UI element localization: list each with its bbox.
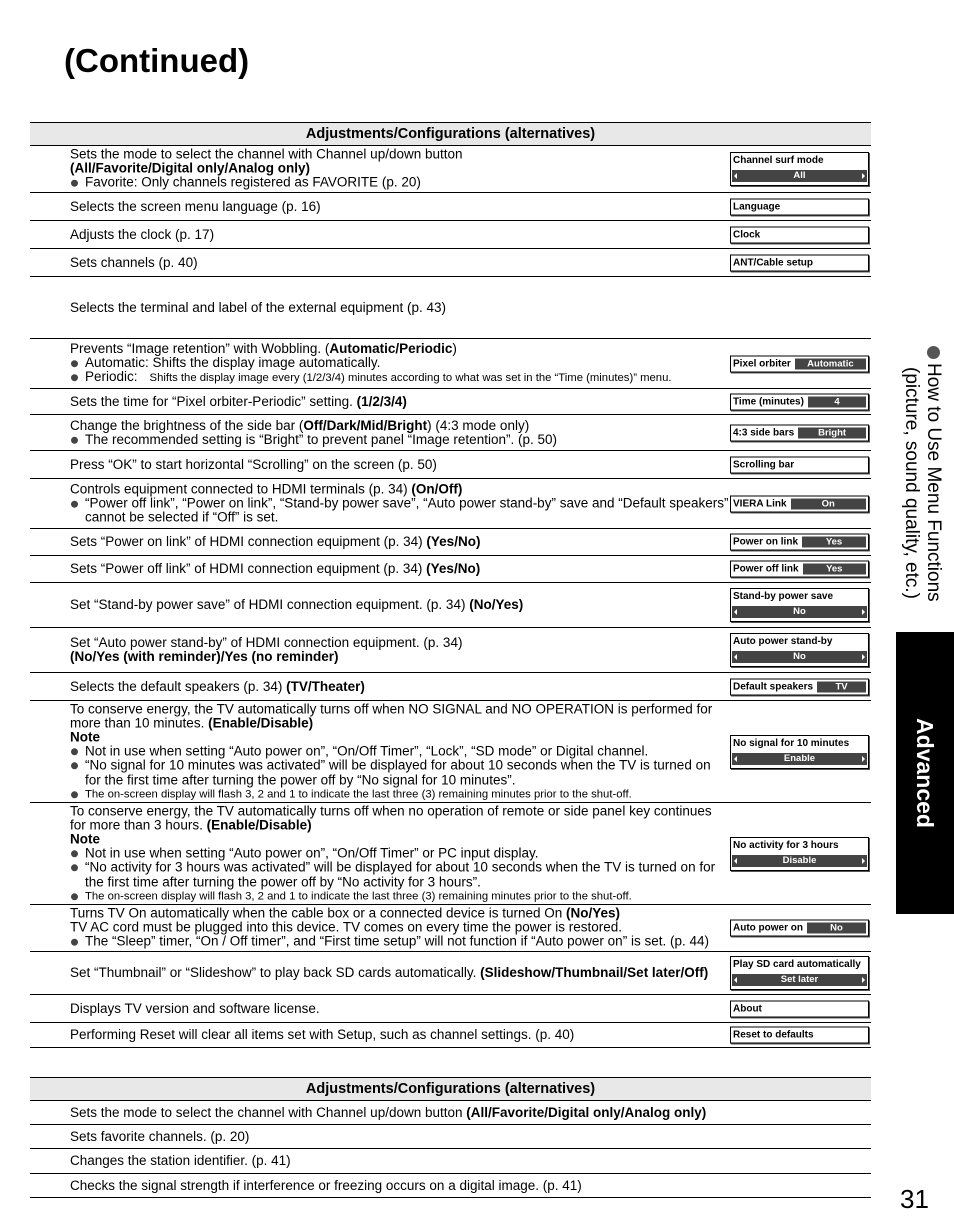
description-line — [70, 227, 730, 241]
line-text: Periodic: — [85, 369, 138, 385]
option-values: (Enable/Disable) — [206, 816, 312, 832]
row-description — [70, 702, 730, 801]
line-text: To conserve energy, the TV automatically turns off when NO SIGNAL and NO OPERATION is performed for more than 10 minutes. — [70, 700, 713, 730]
section-tab-advanced — [896, 632, 954, 914]
row-description — [70, 598, 730, 612]
row-description — [70, 199, 730, 213]
settings-table-2 — [30, 1077, 871, 1198]
description-line — [70, 679, 730, 693]
menu-osd-box — [730, 534, 869, 551]
description-line — [70, 418, 730, 432]
osd-label: Reset to defaults — [733, 1029, 814, 1041]
table-row — [30, 995, 871, 1023]
osd-value: Yes — [802, 537, 866, 548]
bullet-item — [70, 744, 730, 758]
row-description — [70, 679, 730, 693]
note-label — [70, 730, 730, 744]
row-description — [70, 457, 730, 471]
osd-value: Bright — [798, 427, 866, 438]
row-description — [70, 1028, 730, 1042]
line-text: Checks the signal strength if interference or freezing occurs on a digital image. (p. 41) — [70, 1177, 582, 1193]
description-line — [70, 1154, 730, 1168]
osd-value: 4 — [808, 396, 866, 407]
bullet-item — [70, 176, 730, 190]
osd-value: No — [732, 651, 867, 663]
description-line — [70, 650, 730, 664]
menu-osd-box — [730, 393, 869, 410]
table-row — [30, 1023, 871, 1048]
table-row — [30, 583, 871, 628]
row-description — [70, 804, 730, 903]
description-line — [70, 562, 730, 576]
description-line — [70, 966, 730, 980]
line-text: Favorite: Only channels registered as FAVORITE (p. 20) — [85, 175, 421, 191]
row-description — [70, 227, 730, 241]
line-text: Automatic: Shifts the display image automatically. — [85, 354, 381, 370]
osd-value: TV — [817, 681, 866, 692]
osd-value: Automatic — [795, 358, 866, 369]
line-text: Sets “Power on link” of HDMI connection equipment (p. 34) — [70, 533, 427, 549]
osd-label: Power on link — [733, 536, 799, 548]
bullet-item — [70, 370, 730, 385]
osd-label: Pixel orbiter — [733, 358, 791, 369]
bullet-item — [70, 846, 730, 860]
line-text: Set “Thumbnail” or “Slideshow” to play back SD cards automatically. — [70, 964, 481, 980]
osd-label: VIERA Link — [733, 498, 787, 509]
row-description — [70, 1178, 730, 1192]
row-description — [70, 1129, 730, 1143]
page-number: 31 — [900, 1184, 929, 1214]
table-row — [30, 339, 871, 389]
option-values: (Slideshow/Thumbnail/Set later/Off) — [480, 964, 709, 980]
line-text: The recommended setting is “Bright” to prevent panel “Image retention”. (p. 50) — [85, 431, 557, 447]
line-text: TV AC cord must be plugged into this device. TV comes on every time the power is restored. — [70, 919, 623, 935]
settings-table-1 — [30, 122, 871, 1048]
menu-osd-box — [730, 495, 869, 512]
option-values: (Yes/No) — [426, 533, 481, 549]
description-line — [70, 394, 730, 408]
line-text: Selects the screen menu language (p. 16) — [70, 198, 321, 214]
line-text: The on-screen display will flash 3, 2 and 1 to indicate the last three (3) remaining minutes prior to the shut-off. — [85, 890, 632, 903]
option-values: (On/Off) — [411, 481, 463, 497]
line-detail: Shifts the display image every (1/2/3/4) minutes according to what was set in the “Time (minutes)” menu. — [149, 372, 672, 385]
description-line — [70, 1129, 730, 1143]
line-text: Not in use when setting “Auto power on”, “On/Off Timer”, “Lock”, “SD mode” or Digital channel. — [85, 743, 649, 759]
line-text: Change the brightness of the side bar ( — [70, 417, 304, 433]
line-text: “No signal for 10 minutes was activated” will be displayed for about 10 seconds when the TV is turned on for the first time after turning the power off by “No signal for 10 minutes”. — [85, 757, 711, 787]
line-text: Changes the station identifier. (p. 41) — [70, 1152, 291, 1168]
bullet-item — [70, 787, 730, 801]
side-heading-line1: How to Use Menu Functions — [923, 363, 944, 602]
line-text: Note — [70, 831, 100, 847]
description-line — [70, 1178, 730, 1192]
menu-osd-box — [730, 837, 869, 871]
row-description — [70, 535, 730, 549]
line-text: Set “Stand-by power save” of HDMI connection equipment. (p. 34) — [70, 596, 470, 612]
row-description — [70, 148, 730, 191]
line-text: Sets “Power off link” of HDMI connection equipment (p. 34) — [70, 560, 427, 576]
table-row — [30, 529, 871, 556]
line-text: (No/Yes (with reminder)/Yes (no reminder) — [70, 649, 339, 664]
table-header: Adjustments/Configurations (alternatives) — [30, 122, 871, 146]
menu-osd-box — [730, 1000, 869, 1017]
table-row — [30, 905, 871, 952]
menu-osd-box — [730, 920, 869, 937]
menu-osd-box — [730, 588, 869, 622]
description-line — [70, 199, 730, 213]
table-header: Adjustments/Configurations (alternatives) — [30, 1077, 871, 1101]
bullet-icon — [927, 346, 940, 359]
table-row — [30, 1174, 871, 1198]
osd-value: Disable — [732, 855, 867, 867]
description-line — [70, 907, 730, 921]
side-heading — [888, 346, 948, 628]
option-values: (Enable/Disable) — [208, 714, 314, 730]
table-row — [30, 673, 871, 701]
menu-osd-box — [730, 678, 869, 695]
osd-label: Time (minutes) — [733, 396, 804, 407]
row-description — [70, 562, 730, 576]
table-row — [30, 952, 871, 995]
line-text-after: ) — [452, 340, 457, 356]
bullet-item — [70, 935, 730, 949]
line-text: Controls equipment connected to HDMI terminals (p. 34) — [70, 481, 412, 497]
menu-osd-box — [730, 561, 869, 578]
table-row — [30, 249, 871, 277]
description-line — [70, 804, 730, 832]
option-values: (All/Favorite/Digital only/Analog only) — [466, 1104, 707, 1120]
osd-label: About — [733, 1003, 762, 1014]
bullet-item — [70, 356, 730, 370]
menu-osd-box — [730, 633, 869, 667]
line-text: Sets favorite channels. (p. 20) — [70, 1128, 250, 1144]
line-text: Not in use when setting “Auto power on”, “On/Off Timer” or PC input display. — [85, 845, 539, 861]
line-text: Set “Auto power stand-by” of HDMI connection equipment. (p. 34) — [70, 634, 463, 650]
table-row — [30, 221, 871, 249]
description-line — [70, 1028, 730, 1042]
table-row — [30, 389, 871, 415]
menu-osd-box — [730, 254, 869, 271]
line-text: To conserve energy, the TV automatically turns off when no operation of remote or side panel key continues for more than 3 hours. — [70, 802, 712, 832]
bullet-item — [70, 496, 730, 524]
bullet-item — [70, 861, 730, 889]
menu-osd-box — [730, 424, 869, 441]
table-row — [30, 1101, 871, 1125]
description-line — [70, 1105, 730, 1119]
table-row — [30, 628, 871, 673]
table-row — [30, 479, 871, 529]
row-description — [70, 300, 730, 314]
option-values: (Yes/No) — [426, 560, 481, 576]
line-text: Sets the time for “Pixel orbiter-Periodic” setting. — [70, 393, 357, 409]
table-row — [30, 415, 871, 451]
table-row — [30, 277, 871, 339]
osd-label: 4:3 side bars — [733, 427, 795, 438]
line-text: Sets the mode to select the channel with Channel up/down button — [70, 1104, 467, 1120]
row-description — [70, 255, 730, 269]
osd-label: Scrolling bar — [733, 459, 795, 470]
page-title: (Continued) — [64, 42, 250, 79]
option-values: Automatic/Periodic — [329, 340, 453, 356]
table-row — [30, 1125, 871, 1149]
table-row — [30, 556, 871, 583]
line-text: Note — [70, 729, 100, 745]
menu-osd-box — [730, 456, 869, 473]
bullet-item — [70, 433, 730, 447]
description-line — [70, 148, 730, 162]
osd-value: All — [732, 170, 867, 182]
bullet-item — [70, 759, 730, 787]
description-line — [70, 702, 730, 730]
line-text: Press “OK” to start horizontal “Scrolling” on the screen (p. 50) — [70, 456, 437, 472]
option-values: (No/Yes) — [469, 596, 524, 612]
row-description — [70, 636, 730, 664]
line-text: Performing Reset will clear all items set with Setup, such as channel settings. (p. 40) — [70, 1026, 575, 1042]
line-text: The “Sleep” timer, “On / Off timer”, and “First time setup” will not function if “Auto power on” is set. (p. 44) — [85, 934, 709, 950]
line-text: (All/Favorite/Digital only/Analog only) — [70, 160, 311, 176]
osd-label: Auto power on — [733, 922, 803, 934]
line-text: Sets the mode to select the channel with Channel up/down button — [70, 146, 463, 162]
table-row — [30, 803, 871, 905]
row-description — [70, 1105, 730, 1119]
osd-label: Default speakers — [733, 681, 814, 692]
osd-label: Clock — [733, 229, 761, 240]
menu-osd-box — [730, 1027, 869, 1044]
description-line — [70, 457, 730, 471]
osd-value: Yes — [803, 564, 866, 575]
osd-label: Power off link — [733, 563, 799, 575]
osd-label: No activity for 3 hours — [733, 839, 839, 851]
line-text: Selects the default speakers (p. 34) — [70, 678, 287, 694]
table-row — [30, 451, 871, 479]
row-description — [70, 907, 730, 950]
row-description — [70, 966, 730, 980]
bullet-item — [70, 889, 730, 903]
line-text: “No activity for 3 hours was activated” will be displayed for about 10 seconds when the TV is turned on for the first time after turning the power off by “No activity for 3 hours”. — [85, 859, 716, 889]
osd-value: No — [807, 923, 866, 934]
description-line — [70, 535, 730, 549]
description-line — [70, 1001, 730, 1015]
description-line — [70, 300, 730, 314]
description-line — [70, 342, 730, 356]
osd-value: On — [791, 498, 866, 509]
osd-value: Enable — [732, 753, 867, 765]
osd-label: No signal for 10 minutes — [733, 737, 850, 749]
menu-osd-box — [730, 226, 869, 243]
description-line — [70, 598, 730, 612]
row-description — [70, 1001, 730, 1015]
description-line — [70, 636, 730, 650]
table-row — [30, 1149, 871, 1174]
description-line — [70, 921, 730, 935]
menu-osd-box — [730, 198, 869, 215]
option-values: (TV/Theater) — [286, 678, 365, 694]
osd-label: Channel surf mode — [733, 155, 824, 166]
side-heading-line2: (picture, sound quality, etc.) — [901, 367, 922, 599]
section-tab-label: Advanced — [912, 718, 938, 828]
osd-label: Language — [733, 201, 781, 212]
osd-label: Stand-by power save — [733, 591, 834, 602]
description-line — [70, 482, 730, 496]
table-row — [30, 193, 871, 221]
osd-value: No — [732, 606, 867, 618]
row-description — [70, 482, 730, 525]
line-text-after: ) (4:3 mode only) — [427, 417, 530, 433]
osd-value: Set later — [732, 974, 867, 986]
line-text: Prevents “Image retention” with Wobbling. ( — [70, 340, 330, 356]
line-text: Displays TV version and software license. — [70, 1000, 320, 1016]
menu-osd-box — [730, 735, 869, 769]
osd-label: ANT/Cable setup — [733, 257, 814, 268]
table-row — [30, 146, 871, 193]
menu-osd-box — [730, 355, 869, 372]
line-text: Adjusts the clock (p. 17) — [70, 226, 215, 242]
option-values: (1/2/3/4) — [356, 393, 407, 409]
menu-osd-box — [730, 956, 869, 990]
line-text: Selects the terminal and label of the external equipment (p. 43) — [70, 299, 446, 315]
line-text: “Power off link”, “Power on link”, “Stand-by power save”, “Auto power stand-by” save and “Default speakers” cannot be selected if “Off” is set. — [85, 495, 729, 525]
row-description — [70, 394, 730, 408]
row-description — [70, 342, 730, 386]
option-values: (No/Yes) — [566, 905, 621, 921]
option-values: Off/Dark/Mid/Bright — [303, 417, 428, 433]
row-description — [70, 418, 730, 446]
note-label — [70, 832, 730, 846]
line-text: Turns TV On automatically when the cable box or a connected device is turned On — [70, 905, 567, 921]
osd-label: Play SD card automatically — [733, 959, 861, 970]
description-line — [70, 255, 730, 269]
table-row — [30, 701, 871, 803]
row-description — [70, 1154, 730, 1168]
osd-label: Auto power stand-by — [733, 636, 833, 647]
menu-osd-box — [730, 152, 869, 186]
line-text: Sets channels (p. 40) — [70, 254, 198, 270]
line-text: The on-screen display will flash 3, 2 and 1 to indicate the last three (3) remaining minutes prior to the shut-off. — [85, 788, 632, 801]
description-line — [70, 162, 730, 176]
